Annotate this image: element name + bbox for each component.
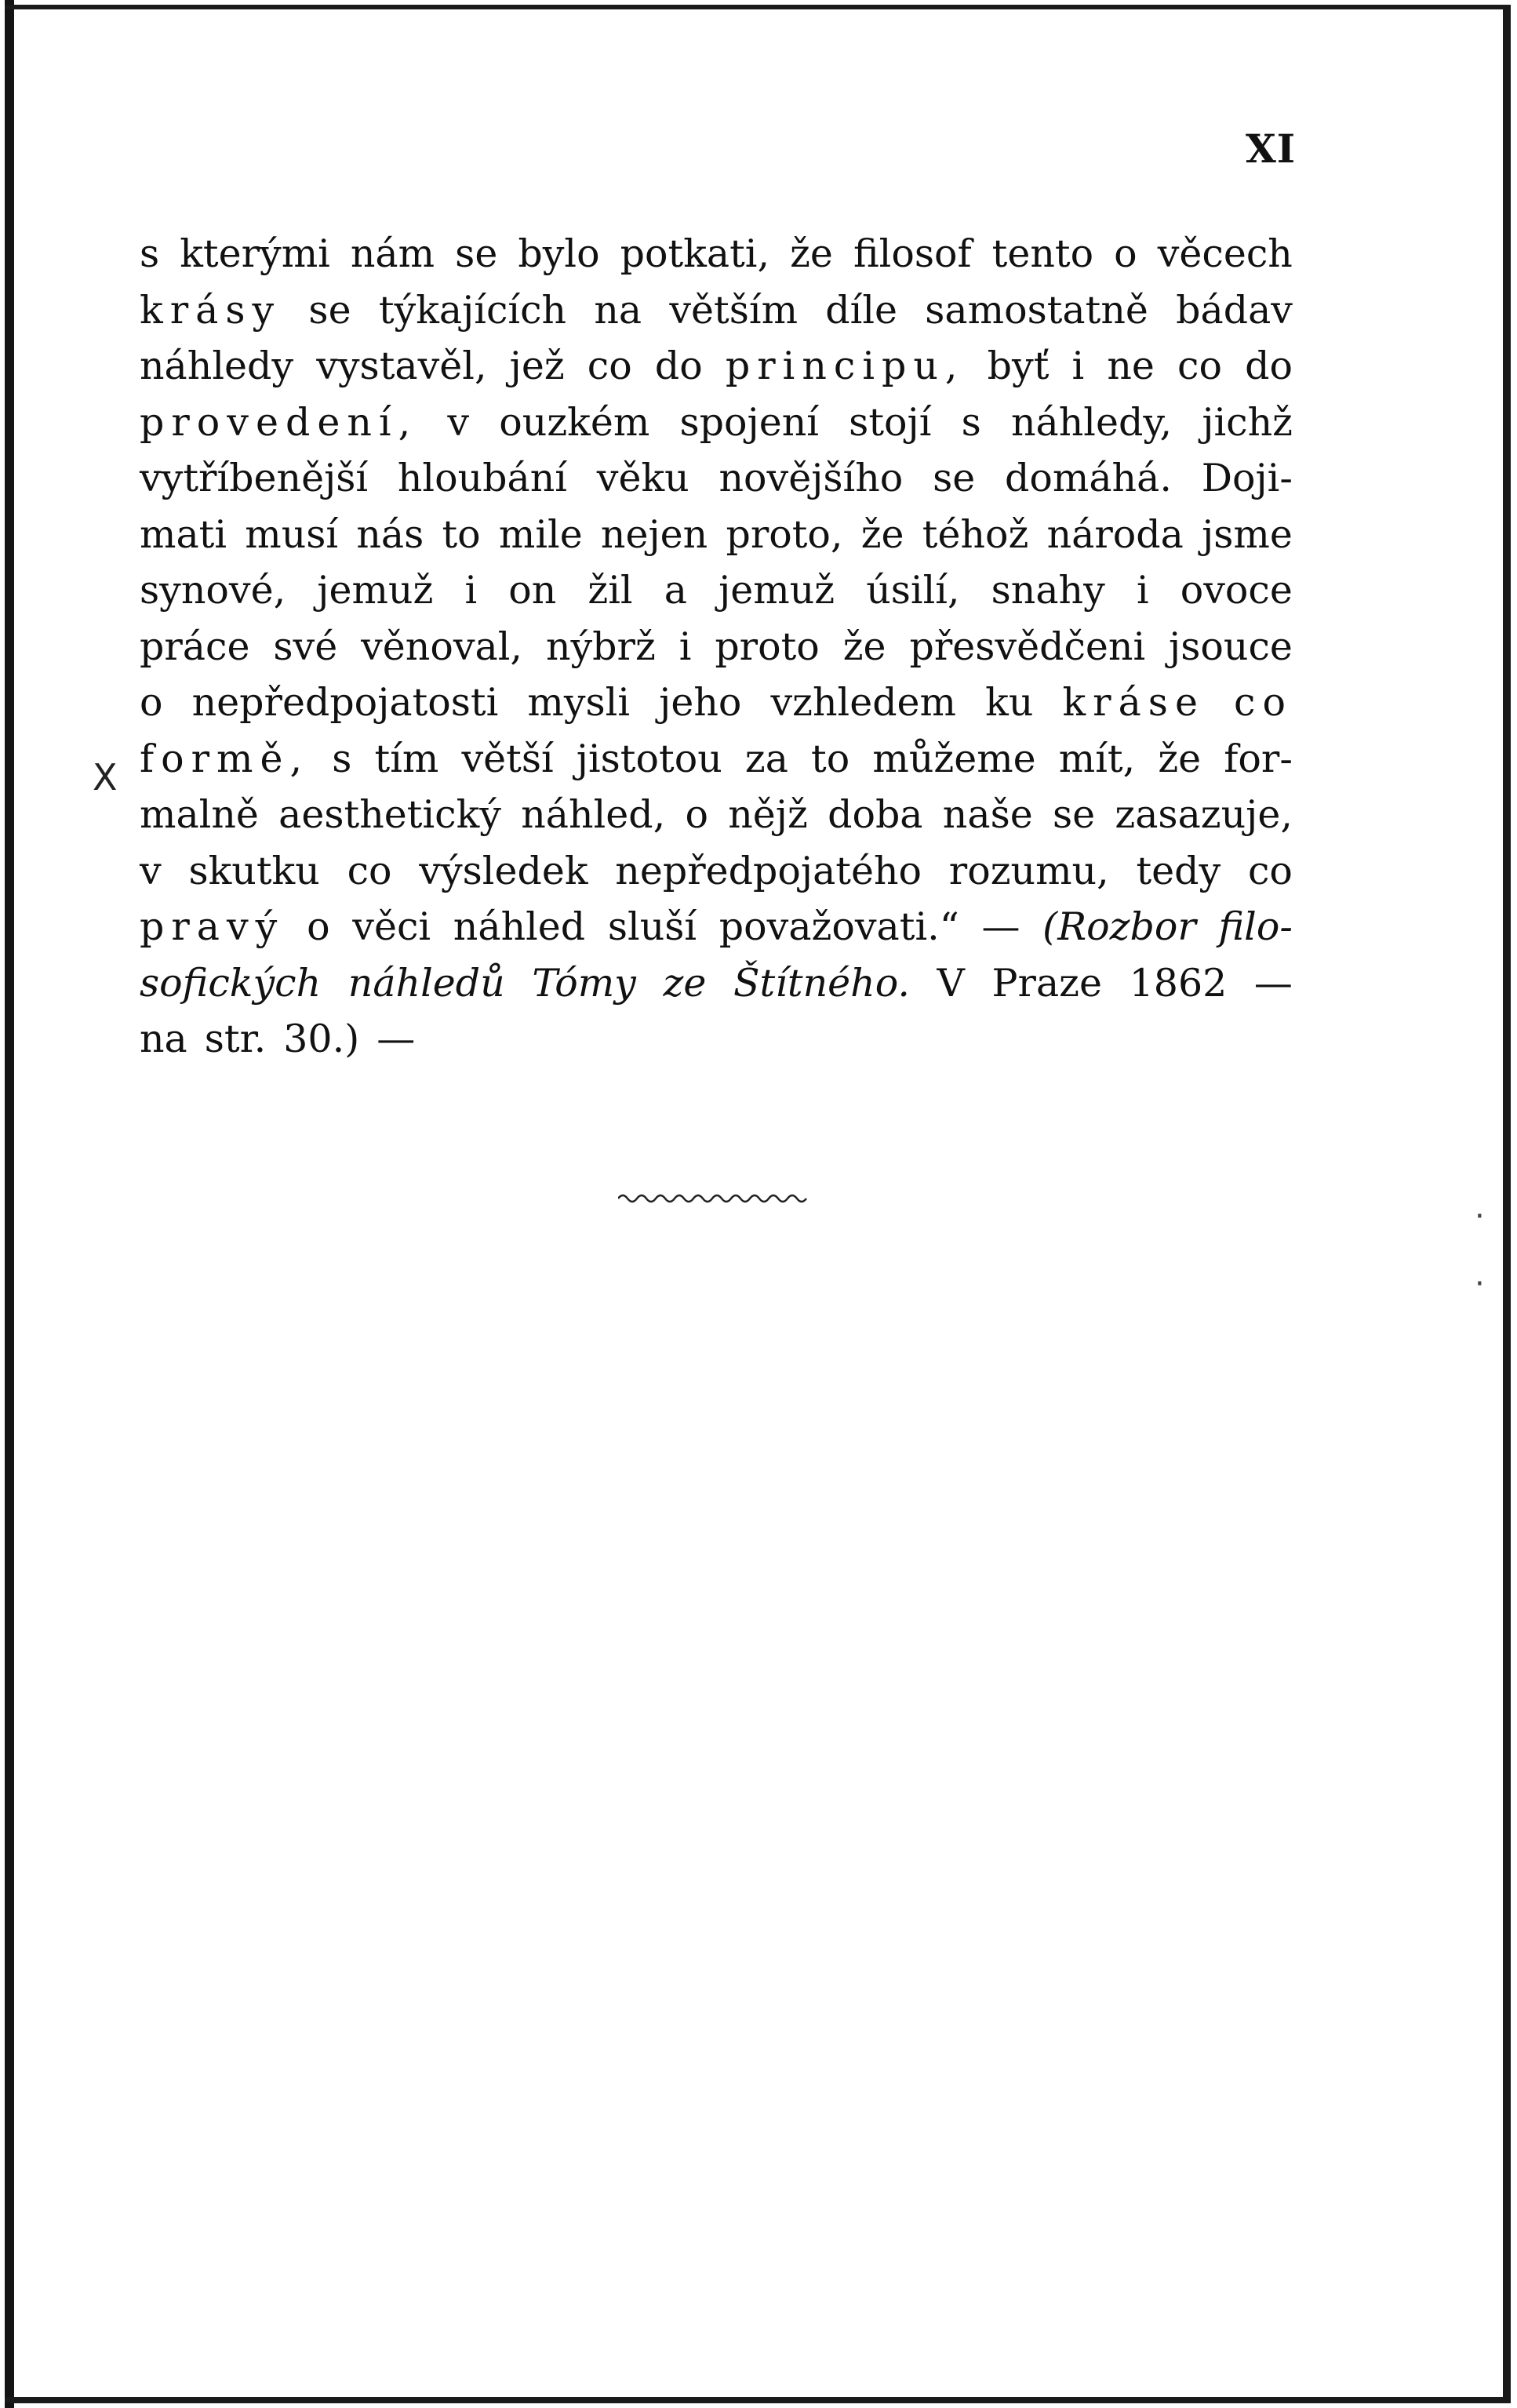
text-line [140, 507, 1293, 563]
word: že [790, 231, 833, 276]
word: proto [715, 624, 820, 669]
word: (Rozbor [1042, 904, 1196, 949]
word: ze [663, 960, 707, 1006]
text-line [140, 338, 1293, 395]
word: — [1253, 960, 1293, 1006]
edge-speck: · [1475, 1199, 1485, 1235]
word: co [1247, 848, 1293, 893]
text-line [140, 450, 1293, 507]
word: tím [374, 736, 439, 781]
word: mít, [1058, 736, 1136, 781]
text-line [140, 282, 1293, 339]
word: Štítného. [733, 960, 910, 1006]
word: jichž [1202, 399, 1293, 445]
word: jsme [1202, 511, 1293, 557]
word: s [140, 231, 160, 276]
body-text [140, 226, 1293, 1068]
word: i [1071, 344, 1085, 388]
word: bádav [1176, 287, 1293, 333]
word: novějšího [718, 456, 904, 500]
word: zasazuje, [1115, 792, 1293, 837]
word: musí [245, 511, 339, 557]
word: že [860, 511, 904, 557]
word: naše [942, 792, 1033, 837]
word: můžeme [872, 736, 1036, 781]
word: sofických [140, 960, 322, 1006]
word: a [664, 568, 687, 613]
word: spojení [679, 399, 819, 445]
word: 1862 [1129, 960, 1228, 1006]
word: V [937, 960, 965, 1006]
word: to [811, 736, 850, 781]
word: náhledů [347, 960, 505, 1006]
word: samostatně [925, 287, 1148, 333]
word: formě, [140, 736, 310, 781]
word: Doji- [1201, 456, 1293, 500]
margin-annotation: X [93, 756, 118, 798]
word: jistotou [576, 736, 722, 781]
word: na [594, 287, 642, 333]
word: co [347, 848, 392, 893]
word: vytříbenější [140, 456, 369, 500]
word: díle [825, 287, 897, 333]
word: věci [352, 904, 431, 949]
text-line [140, 675, 1293, 731]
word: on [508, 568, 557, 613]
word: filosof [853, 231, 972, 276]
word: náhledy, [1010, 399, 1173, 445]
word: se [1052, 792, 1096, 837]
word: aesthetický [278, 792, 501, 837]
word: ne [1107, 344, 1155, 388]
word: nějž [728, 792, 808, 837]
word: práce [140, 624, 250, 669]
word: věnoval, [361, 624, 523, 669]
word: že [842, 624, 886, 669]
word: se [455, 231, 498, 276]
word: jemuž [317, 568, 434, 613]
word: nýbrž [545, 624, 656, 669]
word: náhled [453, 904, 586, 949]
word: nepředpojatosti [191, 680, 499, 725]
word: nám [350, 231, 435, 276]
word: do [1245, 344, 1293, 388]
text-line [140, 787, 1293, 843]
word: co [587, 344, 632, 388]
word: bylo [518, 231, 600, 276]
word: mati [140, 511, 227, 557]
word: doba [828, 792, 923, 837]
word: i [464, 568, 478, 613]
text-line [140, 731, 1293, 788]
word: jeho [659, 680, 742, 725]
text-line [140, 562, 1293, 619]
word: náhled, [521, 792, 666, 837]
word: co [1177, 344, 1222, 388]
word: vzhledem [770, 680, 957, 725]
word: o [685, 792, 708, 837]
word: jemuž [718, 568, 835, 613]
word: snahy [991, 568, 1105, 613]
word: týkajících [378, 287, 567, 333]
word: větší [461, 736, 554, 781]
word: kterými [180, 231, 330, 276]
word: nejen [600, 511, 708, 557]
word: nepředpojatého [615, 848, 922, 893]
word: Tómy [532, 960, 636, 1006]
word: — [377, 1017, 416, 1061]
text-line [140, 619, 1293, 675]
word: se [308, 287, 351, 333]
closing-ornament [618, 1189, 809, 1205]
word: i [678, 624, 692, 669]
word: o [140, 680, 163, 725]
word: stojí [849, 399, 932, 445]
word: větším [669, 287, 799, 333]
word: v [447, 399, 470, 445]
text-line [140, 843, 1293, 900]
word: 30.) [283, 1017, 360, 1061]
text-line [140, 395, 1293, 451]
word: malně [140, 792, 259, 837]
word: mile [498, 511, 583, 557]
word: to [442, 511, 481, 557]
word: považovati.“ [718, 904, 959, 949]
scan-border-top [5, 5, 1508, 9]
scan-border-right [1503, 5, 1511, 2403]
word: o [307, 904, 330, 949]
word: synové, [140, 568, 286, 613]
word: tento [991, 231, 1094, 276]
word: krásy [140, 287, 282, 333]
word: nás [356, 511, 424, 557]
word: že [1158, 736, 1202, 781]
word: výsledek [419, 848, 588, 893]
word: téhož [922, 511, 1029, 557]
scan-border-bottom [5, 2397, 1508, 2403]
word: i [1136, 568, 1149, 613]
word: věcech [1157, 231, 1293, 276]
text-line [140, 955, 1293, 1012]
word: rozumu, [948, 848, 1109, 893]
word: hloubání [397, 456, 567, 500]
word: pravý [140, 904, 285, 949]
word: jsouce [1169, 624, 1293, 669]
word: byť [987, 344, 1050, 388]
word: přesvědčeni [909, 624, 1146, 669]
word: principu, [725, 344, 965, 388]
word: ku [985, 680, 1034, 725]
word: s [332, 736, 352, 781]
edge-speck: · [1475, 1266, 1485, 1302]
word: str. [204, 1017, 267, 1061]
word: proto, [726, 511, 843, 557]
word: o [1114, 231, 1137, 276]
word: své [273, 624, 338, 669]
word: náhledy [140, 344, 294, 388]
word: jež [509, 344, 565, 388]
word: se [933, 456, 976, 500]
word: domáhá. [1005, 456, 1172, 500]
word: sluší [607, 904, 697, 949]
word: tedy [1136, 848, 1221, 893]
word: for- [1224, 736, 1293, 781]
word: věku [596, 456, 689, 500]
word: s [961, 399, 981, 445]
word: filo- [1218, 904, 1293, 949]
word: Praze [991, 960, 1102, 1006]
scan-border-left [5, 0, 14, 2408]
word: co [1234, 680, 1293, 725]
word: skutku [188, 848, 320, 893]
word: úsilí, [866, 568, 960, 613]
word: národa [1046, 511, 1184, 557]
word: na [140, 1017, 187, 1061]
text-line [140, 1011, 1293, 1068]
text-line [140, 899, 1293, 955]
word: v [140, 848, 162, 893]
word: kráse [1062, 680, 1205, 725]
word: mysli [527, 680, 631, 725]
word: za [744, 736, 788, 781]
word: ouzkém [499, 399, 650, 445]
page-number: XI [1246, 125, 1297, 172]
word: do [654, 344, 703, 388]
word: žil [588, 568, 633, 613]
text-line [140, 226, 1293, 282]
word: ovoce [1180, 568, 1293, 613]
word: provedení, [140, 399, 418, 445]
word: potkati, [620, 231, 770, 276]
word: — [981, 904, 1020, 949]
word: vystavěl, [316, 344, 487, 388]
